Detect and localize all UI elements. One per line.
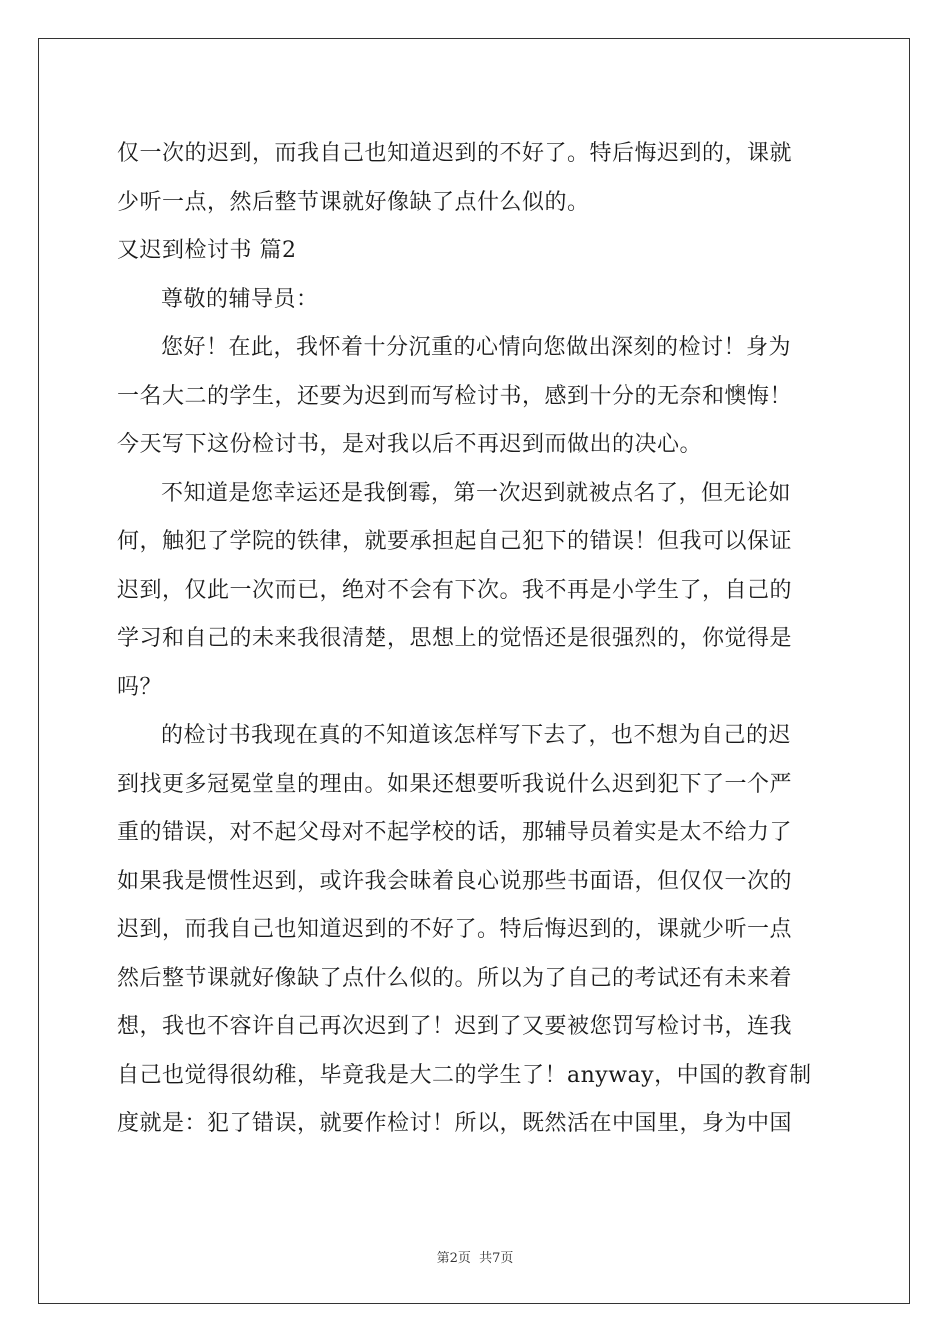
text-line: 今天写下这份检讨书，是对我以后不再迟到而做出的决心。 [117,432,703,457]
text-line: 度就是：犯了错误，就要作检讨！所以，既然活在中国里，身为中国 [117,1111,793,1136]
text-line: 不知道是您幸运还是我倒霉，第一次迟到就被点名了，但无论如 [161,480,792,506]
text-line: 的检讨书我现在真的不知道该怎样写下去了，也不想为自己的迟 [161,723,792,748]
text-line: 少听一点，然后整节课就好像缺了点什么似的。 [117,189,590,215]
text-line: 自己也觉得很幼稚，毕竟我是大二的学生了！anyway，中国的教育制 [117,1062,812,1088]
text-line: 想，我也不容许自己再次迟到了！迟到了又要被您罚写检讨书，连我 [117,1014,793,1039]
text-line: 迟到，仅此一次而已，绝对不会有下次。我不再是小学生了，自己的 [117,577,793,603]
text-line: 吗？ [117,674,163,700]
section-heading: 又迟到检讨书 篇2 [117,238,297,263]
text-line: 您好！在此，我怀着十分沉重的心情向您做出深刻的检讨！身为 [161,335,792,360]
text-line: 迟到，而我自己也知道迟到的不好了。特后悔迟到的，课就少听一点 [117,917,793,942]
text-line: 学习和自己的未来我很清楚，思想上的觉悟还是很强烈的，你觉得是 [117,626,793,651]
page-number: 第2页 [436,1251,471,1266]
page-footer [0,1247,950,1266]
text-line: 重的错误，对不起父母对不起学校的话，那辅导员着实是太不给力了 [117,820,793,845]
text-line: 何，触犯了学院的铁律，就要承担起自己犯下的错误！但我可以保证 [117,529,793,554]
document-body [117,130,833,1149]
text-line: 一名大二的学生，还要为迟到而写检讨书，感到十分的无奈和懊悔！ [117,383,793,409]
page-total: 共7页 [479,1251,514,1266]
text-line: 仅一次的迟到，而我自己也知道迟到的不好了。特后悔迟到的，课就 [117,141,793,166]
text-line: 到找更多冠冕堂皇的理由。如果还想要听我说什么迟到犯下了一个严 [117,771,793,797]
text-line: 然后整节课就好像缺了点什么似的。所以为了自己的考试还有未来着 [117,965,793,991]
text-line: 如果我是惯性迟到，或许我会昧着良心说那些书面语，但仅仅一次的 [117,868,793,894]
salutation: 尊敬的辅导员： [161,286,319,312]
